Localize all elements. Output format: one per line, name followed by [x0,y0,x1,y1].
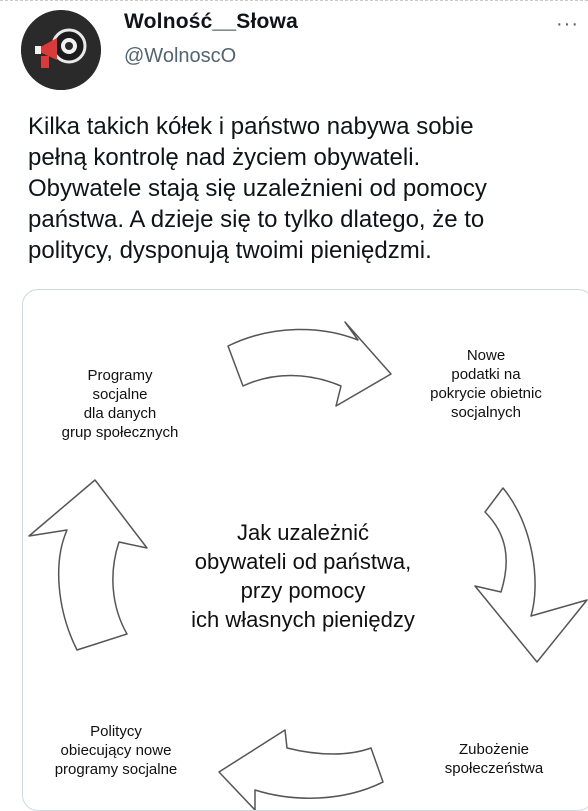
node-text: programy socjalne [54,761,178,778]
node-zubozenie [419,740,569,778]
arrow-top-right [228,322,391,406]
node-text: społeczeństwa [444,760,544,777]
tweet-text [28,111,584,266]
center-line: obywateli od państwa, [194,549,412,574]
node-text: pokrycie obietnic [430,385,542,402]
tweet-line: Kilka takich kółek i państwo nabywa sobie [28,113,474,140]
node-text: grup społecznych [61,424,179,441]
node-text: socjalne [92,386,148,403]
megaphone-icon [21,10,101,90]
node-text: socjalnych [450,404,522,421]
arrow-right-down [475,488,587,662]
node-politycy [41,722,191,779]
center-line: ich własnych pieniędzy [191,607,415,632]
node-text: Nowe [466,347,506,364]
node-text: Zubożenie [458,741,530,758]
tweet-line: Obywatele stają się uzależnieni od pomocy [28,175,487,202]
node-text: Programy [87,367,153,384]
tweet-line: politycy, dysponują twoimi pieniędzmi. [28,237,432,264]
arrow-left-up [29,480,147,650]
media-image-card[interactable] [22,289,588,811]
diagram-center-title [153,518,453,634]
node-text: Politycy [90,723,142,740]
center-line: przy pomocy [240,578,366,603]
tweet-line: pełną kontrolę nad życiem obywateli. [28,144,421,171]
tweet-line: państwa. A dzieje się to tylko dlatego, że to [28,206,485,233]
node-text: obiecujący nowe [60,742,172,759]
top-border [0,0,588,2]
node-programy-socjalne [45,366,195,442]
avatar[interactable] [21,10,101,90]
more-options-icon[interactable]: ··· [556,13,579,35]
user-handle[interactable]: @WolnoscO [124,45,237,67]
node-nowe-podatki [411,346,561,422]
node-text: dla danych [83,405,157,422]
display-name[interactable]: Wolność__Słowa [124,10,298,33]
node-text: podatki na [451,366,521,383]
center-line: Jak uzależnić [236,520,370,545]
arrow-bottom-left [219,730,383,810]
